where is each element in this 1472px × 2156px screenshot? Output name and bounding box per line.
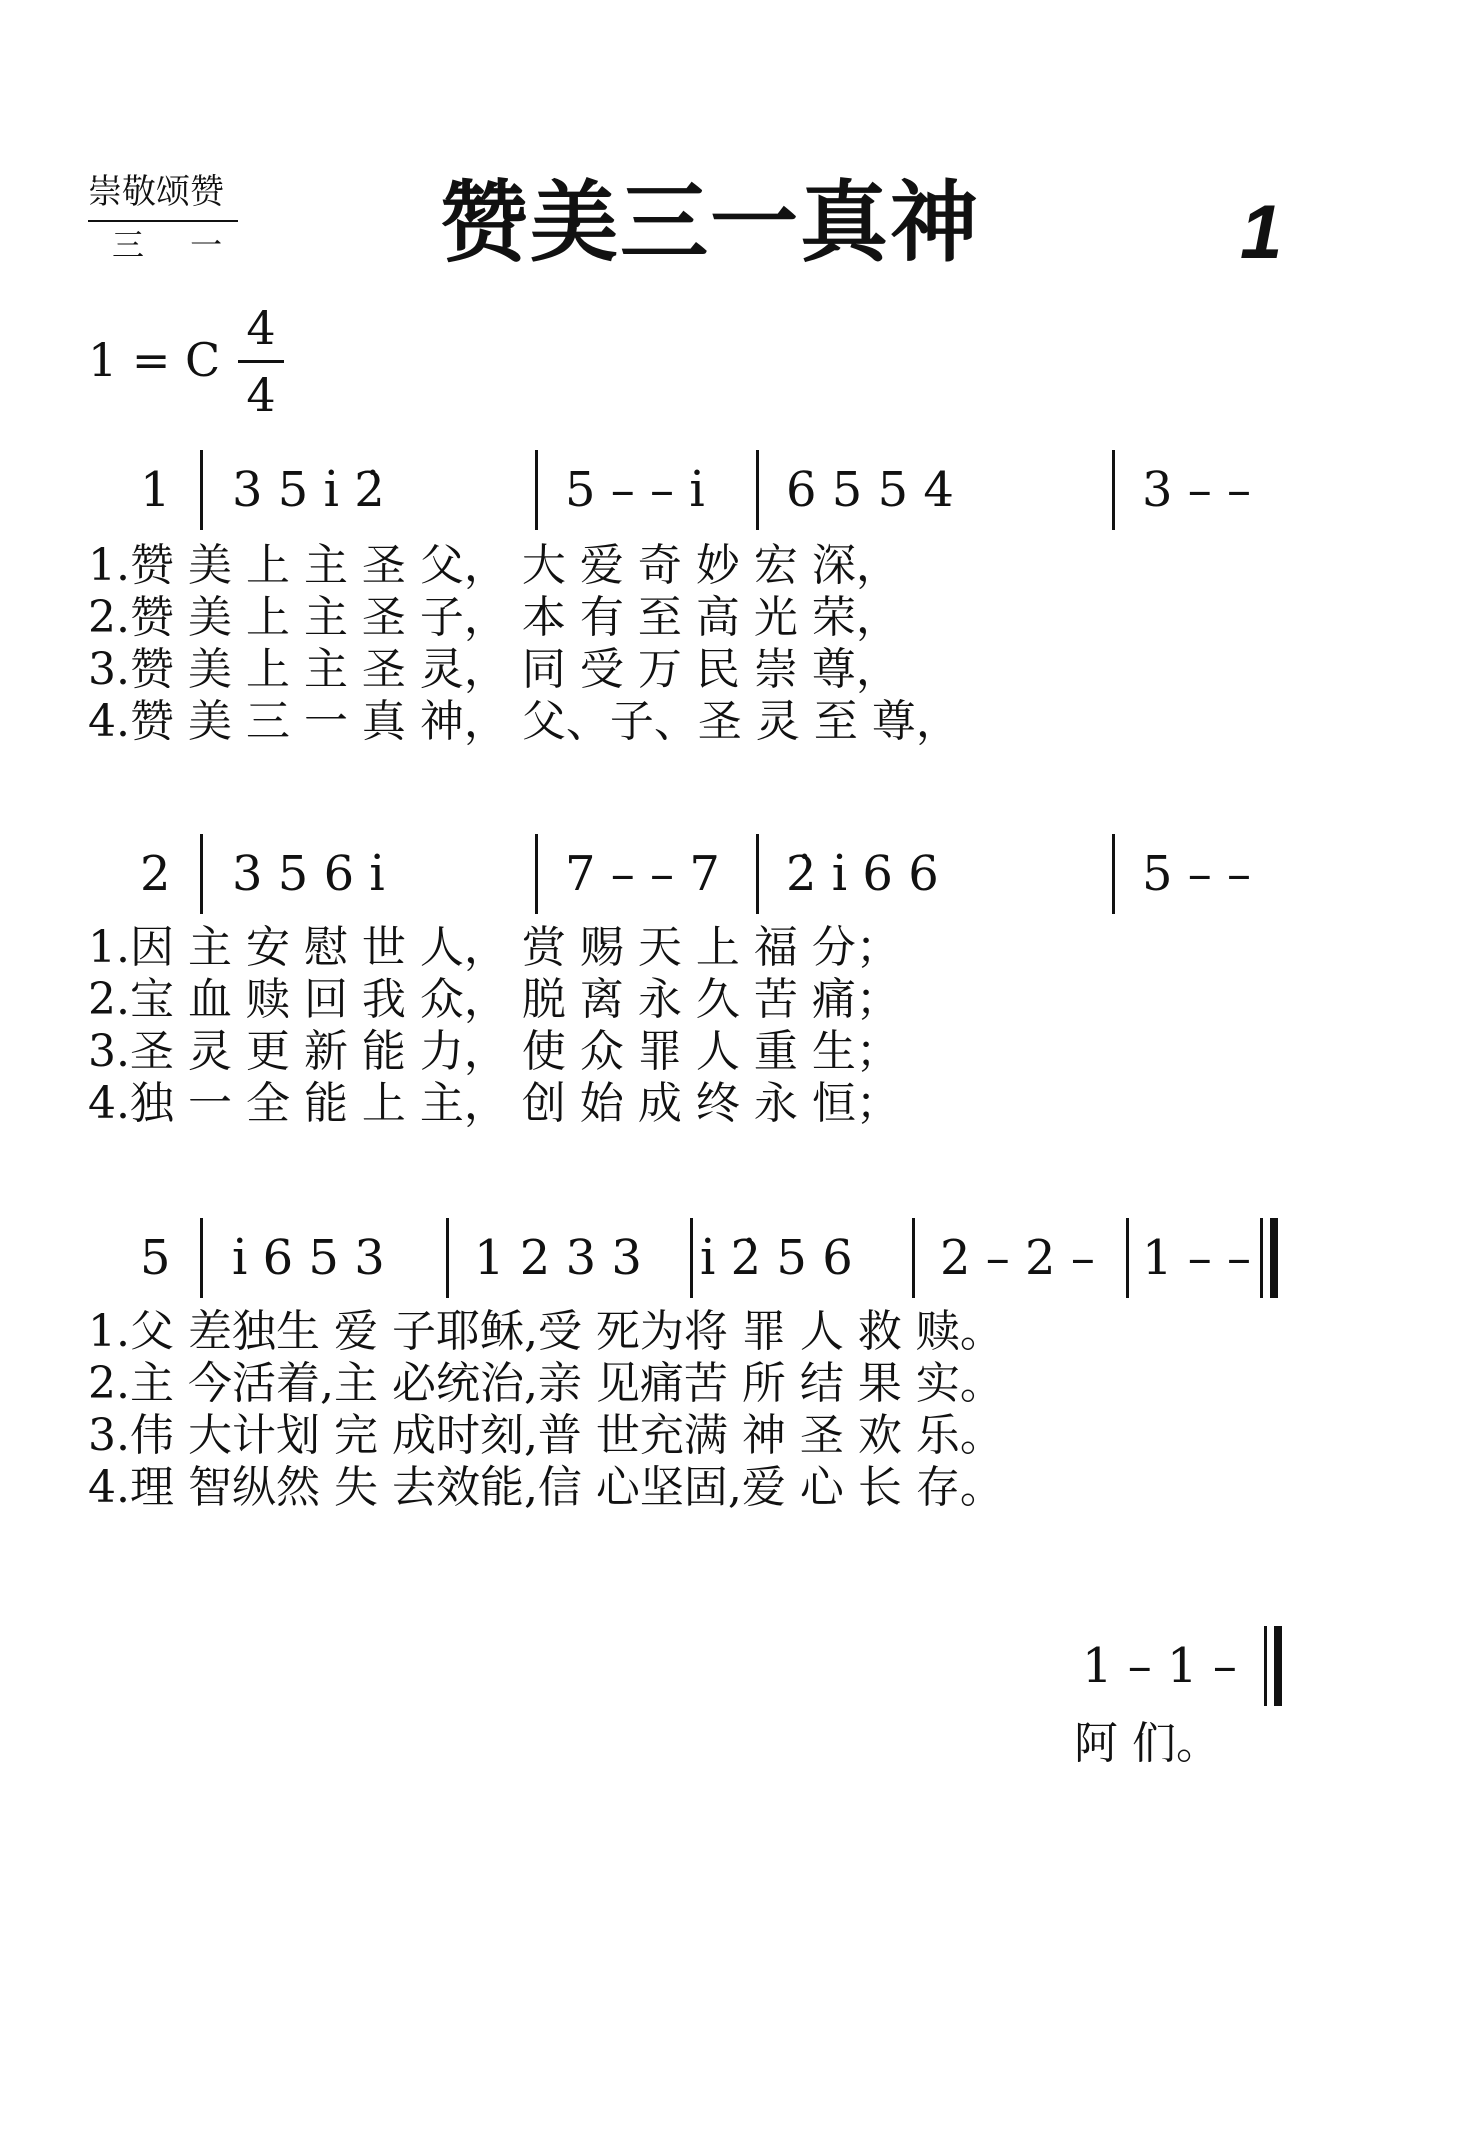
barline bbox=[1126, 1218, 1129, 1298]
lyric-line-verse-4: 4.理 智纵然 失 去效能,信 心坚固,爱 心 长 存。 bbox=[88, 1462, 1004, 1513]
lyric-line-verse-1: 1.因 主 安 慰 世 人， 赏 赐 天 上 福 分； bbox=[88, 922, 900, 973]
time-signature-line bbox=[238, 360, 284, 363]
lyric-line-verse-2: 2.赞 美 上 主 圣 子， 本 有 至 高 光 荣， bbox=[88, 592, 900, 643]
barline bbox=[446, 1218, 449, 1298]
measure-pickup: 2 bbox=[140, 846, 171, 902]
lyric-line-verse-3: 3.伟 大计划 完 成时刻,普 世充满 神 圣 欢 乐。 bbox=[88, 1410, 1004, 1461]
final-barline-thin bbox=[1260, 1218, 1263, 1298]
measure: 7 – – 7 bbox=[565, 846, 720, 902]
barline bbox=[535, 834, 538, 914]
barline bbox=[756, 450, 759, 530]
lyric-line-verse-2: 2.主 今活着,主 必统治,亲 见痛苦 所 结 果 实。 bbox=[88, 1358, 1004, 1409]
hymn-subcategory: 三 一 bbox=[112, 226, 241, 264]
lyric-line-verse-2: 2.宝 血 赎 回 我 众， 脱 离 永 久 苦 痛； bbox=[88, 974, 900, 1025]
barline bbox=[200, 1218, 203, 1298]
time-signature-top: 4 bbox=[246, 301, 276, 355]
lyric-line-verse-3: 3.赞 美 上 主 圣 灵， 同 受 万 民 崇 尊， bbox=[88, 644, 900, 695]
lyric-line-verse-1: 1.父 差独生 爱 子耶稣,受 死为将 罪 人 救 赎。 bbox=[88, 1306, 1004, 1357]
hymn-number: 1 bbox=[1240, 190, 1283, 275]
lyric-line-verse-4: 4.赞 美 三 一 真 神， 父、子、圣 灵 至 尊， bbox=[88, 696, 960, 747]
lyric-line-verse-1: 1.赞 美 上 主 圣 父， 大 爱 奇 妙 宏 深， bbox=[88, 540, 900, 591]
amen-notes: 1 – 1 – bbox=[1082, 1638, 1237, 1694]
measure: 6 5 5 4 bbox=[786, 462, 954, 518]
barline bbox=[535, 450, 538, 530]
amen-lyric: 阿 们。 bbox=[1074, 1718, 1220, 1769]
lyric-line-verse-4: 4.独 一 全 能 上 主， 创 始 成 终 永 恒； bbox=[88, 1078, 900, 1129]
barline bbox=[1112, 834, 1115, 914]
key-signature: 1 = C bbox=[88, 333, 221, 387]
barline bbox=[756, 834, 759, 914]
lyric-line-verse-3: 3.圣 灵 更 新 能 力， 使 众 罪 人 重 生； bbox=[88, 1026, 900, 1077]
measure: 1 – – bbox=[1142, 1230, 1252, 1286]
barline bbox=[690, 1218, 693, 1298]
hymn-category: 崇敬颂赞 bbox=[88, 172, 224, 212]
time-signature-bottom: 4 bbox=[246, 368, 276, 422]
amen-final-barline-thin bbox=[1264, 1626, 1267, 1706]
measure: 5 – – bbox=[1142, 846, 1252, 902]
measure: 2̇ i̇ 6 6 bbox=[786, 846, 939, 902]
hymn-title: 赞美三一真神 bbox=[440, 170, 981, 274]
measure: 3 – – bbox=[1142, 462, 1252, 518]
measure: 2 – 2 – bbox=[940, 1230, 1095, 1286]
barline bbox=[1112, 450, 1115, 530]
measure: 1 2 3 3 bbox=[474, 1230, 642, 1286]
measure-pickup: 5 bbox=[140, 1230, 171, 1286]
category-underline bbox=[88, 220, 238, 222]
measure: 5 – – i̇ bbox=[565, 462, 705, 518]
barline bbox=[200, 450, 203, 530]
final-barline-thick bbox=[1270, 1218, 1278, 1298]
measure: i̇ 2̇ 5 6 bbox=[700, 1230, 853, 1286]
barline bbox=[912, 1218, 915, 1298]
measure: 3 5 6 i̇ bbox=[232, 846, 385, 902]
measure: i̇ 6 5 3 bbox=[232, 1230, 385, 1286]
measure-pickup: 1 bbox=[140, 462, 171, 518]
amen-final-barline-thick bbox=[1274, 1626, 1282, 1706]
time-signature bbox=[238, 300, 284, 423]
measure: 3 5 i̇ 2̇ bbox=[232, 462, 385, 518]
barline bbox=[200, 834, 203, 914]
